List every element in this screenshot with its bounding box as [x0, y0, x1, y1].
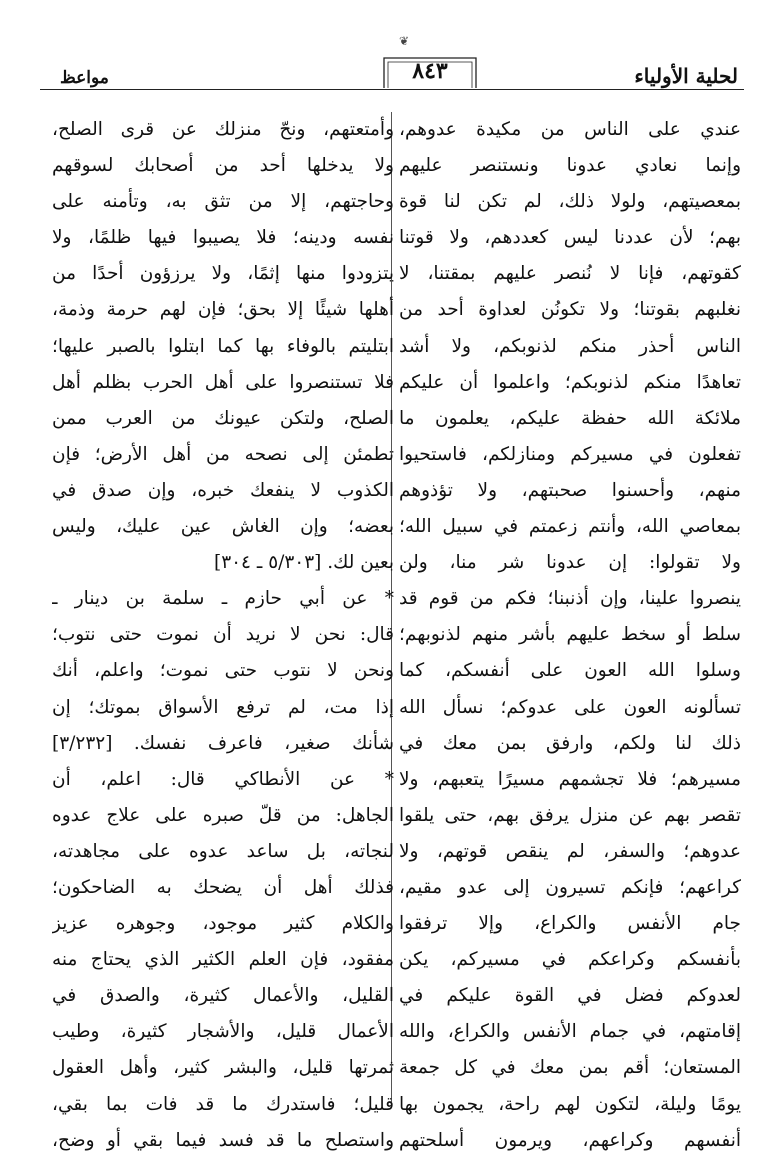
text-line: نفسه ودينه؛ فلا يصيبوا فيها ظلمًا، ولا [52, 227, 394, 249]
text-line: واستصلح ما قد فسد فيما بقي أو وضح، [52, 1129, 394, 1151]
text-line: ونحن لا نتوب حتى نموت؛ واعلم، أنك [52, 660, 394, 682]
running-head-book-title: لحلية الأولياء [634, 64, 738, 88]
text-line: يتزودوا منها إثمًا، ولا يرزؤون أحدًا من [52, 263, 394, 285]
text-line: عدوهم؛ والسفر، لم ينقص قوتهم، ولا [399, 840, 741, 862]
text-line: عندي على الناس من مكيدة عدوهم، [399, 119, 741, 140]
page-number: ٨٤٣ [412, 58, 448, 84]
text-line: كقوتهم، فإنا لا نُنصر عليهم بمقتنا، لا [399, 263, 741, 285]
text-line: وإنما نعادي عدونا ونستنصر عليهم [399, 155, 741, 177]
text-line: بعضه؛ وإن الغاش عين عليك، وليس [52, 516, 394, 538]
text-line: الأعمال قليل، والأشجار كثيرة، وطيب [52, 1021, 394, 1043]
text-line: بمعصيتهم، ولولا ذلك، لم تكن لنا قوة [399, 191, 741, 213]
text-line: تسألونه العون على عدوكم؛ نسأل الله [399, 696, 741, 718]
text-line: تطمئن إلى نصحه من أهل الأرض؛ فإن [52, 443, 394, 465]
text-line: ابتليتم بالوفاء بها كما ابتلوا بالصبر عليها؛ [52, 335, 394, 357]
text-line: الناس أحذر منكم لذنوبكم، ولا أشد [399, 335, 741, 357]
text-line: تقصر بهم عن منزل يرفق بهم، حتى يلقوا [399, 804, 741, 826]
text-line: بمعاصي الله، وأنتم زعمتم في سبيل الله؛ [399, 516, 741, 538]
text-column-left [52, 112, 394, 1151]
text-line: ينصروا علينا، وإن أذنبنا؛ فكم من قوم قد [399, 588, 741, 610]
text-line: * عن الأنطاكي قال: اعلم، أن [52, 768, 394, 790]
text-line: فذلك أهل أن يضحك به الضاحكون؛ [52, 876, 394, 898]
text-line: ولا تقولوا: إن عدونا شر منا، ولن [399, 552, 741, 574]
text-line: نغلبهم بقوتنا؛ ولا تكونُن لعداوة أحد من [399, 299, 741, 321]
text-line: إذا مت، لم ترفع الأسواق بموتك؛ إن [52, 696, 394, 718]
text-line: بأنفسكم وكراعكم في مسيركم، يكن [399, 949, 741, 971]
text-line: أهلها شيئًا إلا بحق؛ فإن لهم حرمة وذمة، [52, 299, 394, 321]
text-line: * عن أبي حازم ـ سلمة بن دينار ـ [52, 588, 394, 610]
header-rule [40, 89, 744, 90]
text-line: بهم؛ لأن عددنا ليس كعددهم، ولا قوتنا [399, 227, 741, 249]
text-line: ثمرتها قليل، والبشر كثير، وأهل العقول [52, 1057, 394, 1079]
text-line: الجاهل: من قلّ صبره على علاج عدوه [52, 804, 394, 826]
citation-line: شأنك صغير، فاعرف نفسك. [٣/٢٣٢] [52, 732, 394, 754]
text-line: والكلام كثير موجود، وجوهره عزيز [52, 913, 394, 935]
text-line: قليل؛ فاستدرك ما قد فات بما بقي، [52, 1093, 394, 1115]
text-line: تعاهدًا منكم لذنوبكم؛ واعلموا أن عليكم [399, 371, 741, 393]
text-line: مسيرهم؛ فلا تجشمهم مسيرًا يتعبهم، ولا [399, 768, 741, 790]
citation-line: بعين لك. [٥/٣٠٣ ـ ٣٠٤] [213, 552, 394, 574]
page-header [40, 48, 744, 88]
text-line: قال: نحن لا نريد أن نموت حتى نتوب؛ [52, 624, 394, 646]
text-line: لنجاته، بل ساعد عدوه على مجاهدته، [52, 840, 394, 862]
text-line: فلا تستنصروا على أهل الحرب بظلم أهل [52, 371, 394, 393]
text-line: وسلوا الله العون على أنفسكم، كما [399, 660, 741, 682]
text-line: منهم، وأحسنوا صحبتهم، ولا تؤذوهم [399, 479, 741, 501]
text-line: سلط أو سخط عليهم بأشر منهم لذنوبهم؛ [399, 624, 741, 646]
text-line: تفعلون في مسيركم ومنازلكم، فاستحيوا [399, 443, 741, 465]
text-column-right [399, 112, 741, 1151]
text-line: القليل، والأعمال كثيرة، والصدق في [52, 985, 394, 1007]
text-line: جام الأنفس والكراع، وإلا ترفقوا [399, 913, 741, 935]
text-line: ذلك لنا ولكم، وارفق بمن معك في [399, 732, 741, 754]
text-line: يومًا وليلة، لتكون لهم راحة، يجمون بها [399, 1093, 741, 1115]
running-head-section-title: مواعظ [60, 68, 109, 88]
text-line: ملائكة الله حفظة عليكم، يعلمون ما [399, 407, 741, 429]
text-line: الكذوب لا ينفعك خبره، وإن صدق في [52, 479, 394, 501]
text-line: أنفسهم وكراعهم، ويرمون أسلحتهم [399, 1129, 741, 1151]
text-line: كراعهم؛ فإنكم تسيرون إلى عدو مقيم، [399, 876, 741, 898]
page-number-frame [382, 52, 478, 90]
text-line: ولا يدخلها أحد من أصحابك لسوقهم [52, 155, 394, 177]
text-line: الصلح، ولتكن عيونك من العرب ممن [52, 407, 394, 429]
text-line: وحاجتهم، إلا من تثق به، وتأمنه على [52, 191, 394, 213]
text-line: المستعان؛ أقم بمن معك في كل جمعة [399, 1057, 741, 1079]
text-line: إقامتهم، في جمام الأنفس والكراع، والله [399, 1021, 741, 1043]
text-line: وأمتعتهم، ونحّ منزلك عن قرى الصلح، [52, 119, 394, 140]
text-line: مفقود، فإن العلم الكثير الذي يحتاج منه [52, 949, 394, 971]
text-line: لعدوكم فضل في القوة عليكم في [399, 985, 741, 1007]
header-ornament-icon: ❦ [398, 34, 409, 48]
